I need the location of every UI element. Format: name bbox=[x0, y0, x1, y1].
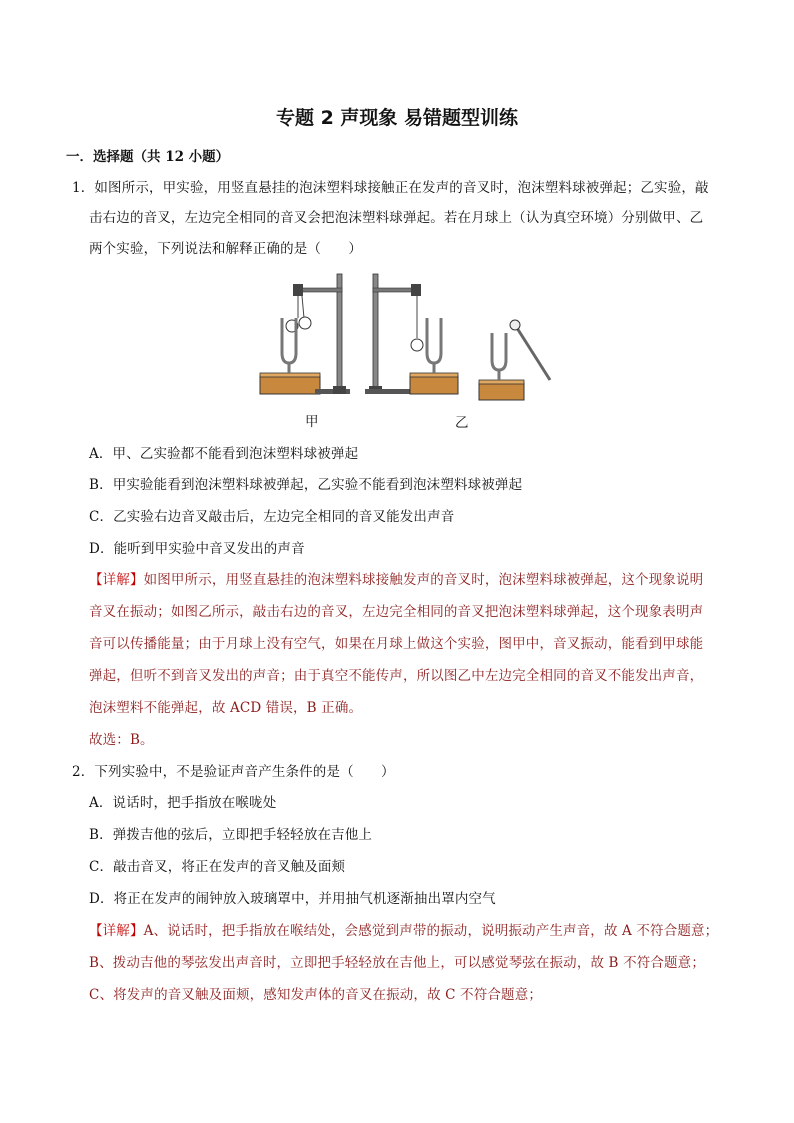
q1-answer: 故选：B。 bbox=[89, 732, 154, 748]
q1-detail-line-5: 泡沫塑料不能弹起，故 ACD 错误，B 正确。 bbox=[89, 700, 363, 716]
q1-detail-text-1: 如图甲所示，用竖直悬挂的泡沫塑料球接触发声的音叉时，泡沫塑料球被弹起，这个现象说明 bbox=[143, 572, 704, 588]
q1-detail-line-3: 音可以传播能量；由于月球上没有空气，如果在月球上做这个实验，图甲中，音叉振动，能看到甲球能 bbox=[89, 636, 704, 652]
tuning-fork-figure bbox=[255, 268, 555, 433]
figure-label-a: 甲 bbox=[305, 414, 319, 430]
q1-stem-line-1: 1．如图所示，甲实验，用竖直悬挂的泡沫塑料球接触正在发声的音叉时，泡沫塑料球被弹起；乙实验，敲 bbox=[72, 180, 709, 196]
q1-detail-line-1 bbox=[89, 568, 703, 588]
q1-detail-line-2: 音叉在振动；如图乙所示，敲击右边的音叉，左边完全相同的音叉把泡沫塑料球弹起，这个现象表明声 bbox=[89, 604, 704, 620]
q2-option-d: D．将正在发声的闹钟放入玻璃罩中，并用抽气机逐渐抽出罩内空气 bbox=[89, 891, 496, 907]
q2-stem: 2．下列实验中，不是验证声音产生条件的是（ ） bbox=[72, 764, 395, 780]
q2-option-c: C．敲击音叉，将正在发声的音叉触及面颊 bbox=[89, 859, 346, 875]
q1-detail-tag: 【详解】 bbox=[89, 572, 144, 588]
page-title: 专题 2 声现象 易错题型训练 bbox=[275, 107, 519, 129]
figure-label-b: 乙 bbox=[455, 415, 469, 431]
q1-stem-line-3: 两个实验，下列说法和解释正确的是（ ） bbox=[89, 241, 362, 257]
q1-option-b: B．甲实验能看到泡沫塑料球被弹起，乙实验不能看到泡沫塑料球被弹起 bbox=[89, 477, 523, 493]
q2-option-b: B．弹拨吉他的弦后，立即把手轻轻放在吉他上 bbox=[89, 827, 373, 843]
q2-detail-line-1 bbox=[89, 919, 718, 939]
q2-detail-text-1: A、说话时，把手指放在喉结处，会感觉到声带的振动，说明振动产生声音，故 A 不符合题意； bbox=[143, 923, 719, 939]
q1-option-d: D．能听到甲实验中音叉发出的声音 bbox=[89, 541, 305, 557]
q2-option-a: A．说话时，把手指放在喉咙处 bbox=[89, 795, 277, 811]
experiment-a-apparatus bbox=[260, 274, 350, 394]
experiment-b-apparatus bbox=[365, 274, 550, 400]
q2-detail-tag: 【详解】 bbox=[89, 923, 144, 939]
section-heading: 一．选择题（共 12 小题） bbox=[66, 149, 230, 165]
q1-stem-line-2: 击右边的音叉，左边完全相同的音叉会把泡沫塑料球弹起。若在月球上（认为真空环境）分别做甲、乙 bbox=[89, 210, 704, 226]
q1-detail-line-4: 弹起，但听不到音叉发出的声音；由于真空不能传声，所以图乙中左边完全相同的音叉不能发出声音， bbox=[89, 668, 704, 684]
q2-detail-line-2: B、拨动吉他的琴弦发出声音时，立即把手轻轻放在吉他上，可以感觉琴弦在振动，故 B 不符合题意； bbox=[89, 955, 705, 971]
q2-detail-line-3: C、将发声的音叉触及面颊，感知发声体的音叉在振动，故 C 不符合题意； bbox=[89, 987, 542, 1003]
q1-option-a: A．甲、乙实验都不能看到泡沫塑料球被弹起 bbox=[89, 446, 359, 462]
q1-option-c: C．乙实验右边音叉敲击后，左边完全相同的音叉能发出声音 bbox=[89, 509, 455, 525]
